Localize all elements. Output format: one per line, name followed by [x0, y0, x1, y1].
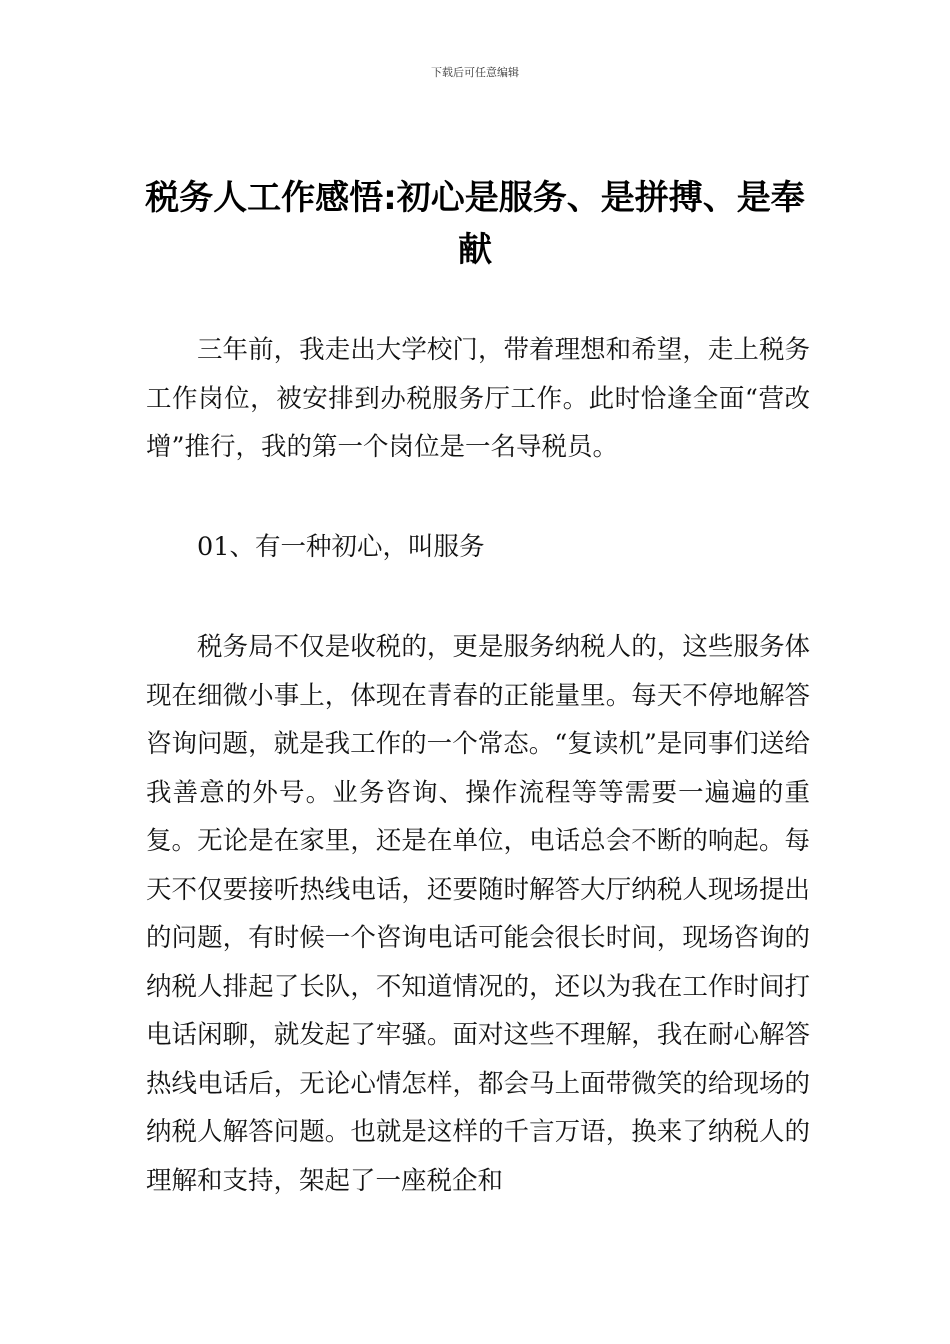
section-heading: 01、有一种初心，叫服务: [197, 532, 485, 562]
paragraph-intro: 三年前，我走出大学校门，带着理想和希望，走上税务工作岗位，被安排到办税服务厅工作。此时恰逢全面“营改增”推行，我的第一个岗位是一名导税员。: [146, 335, 810, 462]
paragraph-service: 税务局不仅是收税的，更是服务纳税人的，这些服务体现在细微小事上，体现在青春的正能量里。每天不停地解答咨询问题，就是我工作的一个常态。“复读机”是同事们送给我善意的外号。业务咨询、操作流程等等需要一遍遍的重复。无论是在家里，还是在单位，电话总会不断的响起。每天不仅要接听热线电话，还要随时解答大厅纳税人现场提出的问题，有时候一个咨询电话可能会很长时间，现场咨询的纳税人排起了长队，不知道情况的，还以为我在工作时间打电话闲聊，就发起了牢骚。面对这些不理解，我在耐心解答热线电话后，无论心情怎样，都会马上面带微笑的给现场的纳税人解答问题。也就是这样的千言万语，换来了纳税人的理解和支持，架起了一座税企和: [146, 632, 810, 1196]
document-title: 税务人工作感悟:初心是服务、是拼搏、是奉献: [145, 178, 805, 270]
header-note: 下载后可任意编辑: [431, 66, 519, 79]
